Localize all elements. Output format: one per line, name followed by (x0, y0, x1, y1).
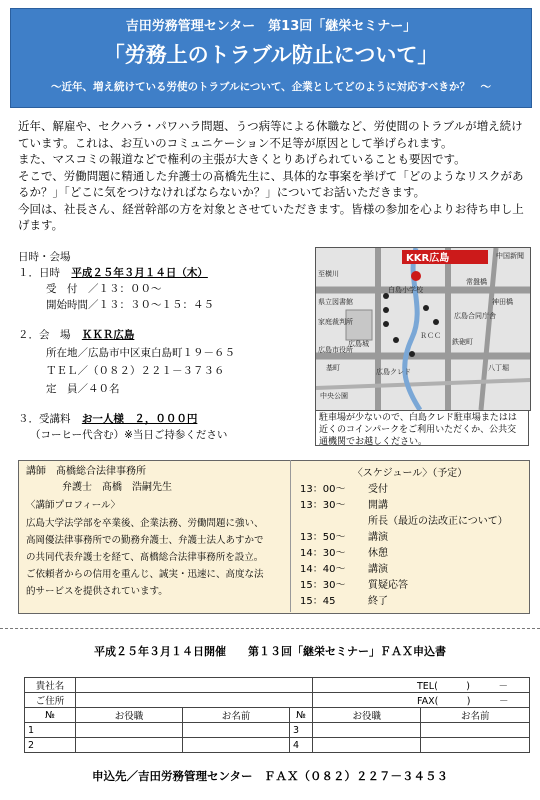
profile-line: 広島大学法学部を卒業後、企業法務、労働問題に強い、 (26, 518, 264, 529)
seminar-subtitle: ～近年、増え続けている労使のトラブルについて、企業としてどのように対応すべきか？ ～ (51, 81, 491, 93)
profile-line: 高岡優法律事務所での勤務弁護士、弁護士法人あすかで (26, 535, 264, 546)
name-field[interactable] (183, 723, 290, 738)
row-number: 2 (25, 738, 76, 753)
name-field[interactable] (421, 738, 530, 753)
map-label: 常盤橋 (466, 278, 487, 286)
intro-paragraph: そこで、労働問題に精通した弁護士の髙橋先生に、具体的な事案を挙げて「どのようなリスクがあるか？」「どこに気をつけなければならないか？」についてお話いただきます。 (18, 168, 524, 199)
intro-paragraph: また、マスコミの報道などで権利の主張が大きくとりあげられていることも要因です。 (18, 152, 466, 166)
map-label: 広島城 (348, 340, 369, 348)
venue-tel: ＴＥＬ／（０８２）２２１－３７３６ (46, 365, 225, 377)
position-field[interactable] (313, 723, 421, 738)
map-drawing (316, 248, 530, 410)
map-label: 広島クレド (376, 368, 411, 376)
schedule-event: 講演 (368, 564, 388, 575)
fee-value: お一人様 ２，０００円 (81, 413, 198, 425)
fee-label: ３．受講料 (18, 413, 71, 425)
col-name: お名前 (421, 708, 530, 723)
header-banner (10, 8, 532, 108)
position-field[interactable] (313, 738, 421, 753)
tel-field[interactable]: TEL( ) － (313, 678, 530, 693)
map-label: 中国新聞 (496, 252, 524, 260)
schedule-event: 開講 (368, 500, 388, 511)
schedule-time: 13：30～ (300, 500, 346, 511)
company-label: 貴社名 (25, 678, 76, 693)
map-label: 鉄砲町 (452, 338, 473, 346)
date-value: 平成２５年３月１４日（木） (71, 267, 208, 279)
map-label: 県立図書館 (318, 298, 353, 306)
lecturer-block (26, 464, 286, 496)
schedule-event: 休憩 (368, 548, 388, 559)
intro-text (18, 118, 528, 234)
position-field[interactable] (76, 738, 183, 753)
profile-heading: 〈講師プロフィール〉 (26, 500, 121, 511)
map-label: ＲＣＣ (420, 332, 441, 340)
lecturer-name: 弁護士 髙橋 浩嗣先生 (62, 482, 172, 493)
reception-time: 受 付 ／１３：００～ (46, 283, 162, 295)
address-field[interactable] (76, 693, 313, 708)
venue-map (315, 247, 531, 411)
date-row (18, 266, 208, 281)
cut-line (0, 628, 540, 629)
schedule-time: 15：45 (300, 596, 336, 607)
lecturer-profile (26, 500, 288, 600)
row-number: 4 (290, 738, 313, 753)
map-label: 八丁堀 (488, 364, 509, 372)
fee-row (18, 412, 197, 427)
seminar-title: 「労務上のトラブル防止について」 (103, 43, 439, 67)
schedule-event: 講演 (368, 532, 388, 543)
col-position: お役職 (313, 708, 421, 723)
schedule-time: 15：30～ (300, 580, 346, 591)
map-label: 中央公園 (320, 392, 348, 400)
col-no: № (290, 708, 313, 723)
date-label: １．日時 (18, 267, 60, 279)
map-label: 広島市役所 (318, 346, 353, 354)
info-divider (290, 460, 291, 612)
schedule-event: 質疑応答 (368, 580, 408, 591)
intro-paragraph: 近年、解雇や、セクハラ・パワハラ問題、うつ病等による休職など、労使間のトラブルが増え続けています。これは、お互いのコミュニケーション不足等が原因として挙げられます。 (18, 119, 523, 150)
schedule-event: 受付 (368, 484, 388, 495)
position-field[interactable] (76, 723, 183, 738)
address-label: ご住所 (25, 693, 76, 708)
fax-destination: 申込先／吉田労務管理センター ＦＡＸ（０８２）２２７－３４５３ (91, 769, 449, 783)
name-field[interactable] (183, 738, 290, 753)
schedule-heading: 〈スケジュール〉（予定） (352, 468, 468, 479)
row-number: 1 (25, 723, 76, 738)
profile-line: 的サービスを提供されています。 (26, 586, 168, 597)
schedule-time: 13：50～ (300, 532, 346, 543)
map-label: 家庭裁判所 (318, 318, 353, 326)
fee-note: （コーヒー代含む）※当日ご持参ください (30, 429, 228, 441)
map-label: 神田橋 (492, 298, 513, 306)
venue-label: ２．会 場 (18, 329, 71, 341)
schedule-event: 終了 (368, 596, 388, 607)
map-label: 至横川 (318, 270, 339, 278)
name-field[interactable] (421, 723, 530, 738)
venue-capacity: 定 員／４０名 (46, 383, 120, 395)
details-heading: 日時・会場 (18, 251, 71, 263)
schedule-time: 14：30～ (300, 548, 346, 559)
map-label: 白島小学校 (388, 286, 423, 294)
parking-note: 駐車場が少ないので、白島クレド駐車場またはは近くのコインパークをご利用いただくか、公共交通機関でお越しください。 (315, 410, 529, 446)
venue-address: 所在地／広島市中区東白島町１９－６５ (46, 347, 235, 359)
col-no: № (25, 708, 76, 723)
col-position: お役職 (76, 708, 183, 723)
intro-paragraph: 今回は、社長さん、経営幹部の方を対象とさせていただきます。皆様の参加を心よりお待ち申し上げます。 (18, 201, 524, 232)
venue-value: ＫＫＲ広島 (81, 329, 135, 341)
profile-line: ご依頼者からの信用を重んじ、誠実・迅速に、高度な法 (26, 569, 264, 580)
schedule-event: 所長（最近の法改正について） (368, 516, 508, 527)
fax-field[interactable]: FAX( ) － (313, 693, 530, 708)
schedule-time: 13：00～ (300, 484, 346, 495)
profile-line: の共同代表弁護士を経て、髙橋総合法律事務所を設立。 (26, 552, 264, 563)
map-label: 広島合同庁舎 (454, 312, 496, 320)
fax-form-title: 平成２５年３月１４日開催 第１３回「継栄セミナー」ＦＡＸ申込書 (94, 645, 446, 658)
row-number: 3 (290, 723, 313, 738)
schedule-time: 14：40～ (300, 564, 346, 575)
company-field[interactable] (76, 678, 313, 693)
start-time: 開始時間／１３：３０～１５：４５ (46, 299, 214, 311)
org-line: 吉田労務管理センター 第13回「継栄セミナー」 (125, 19, 417, 34)
map-label: 基町 (326, 364, 340, 372)
fax-application-form (24, 677, 530, 753)
col-name: お名前 (183, 708, 290, 723)
lecturer-label: 講師 髙橋総合法律事務所 (26, 466, 146, 477)
venue-row (18, 328, 134, 343)
map-venue-label: KKR広島 (406, 253, 450, 264)
